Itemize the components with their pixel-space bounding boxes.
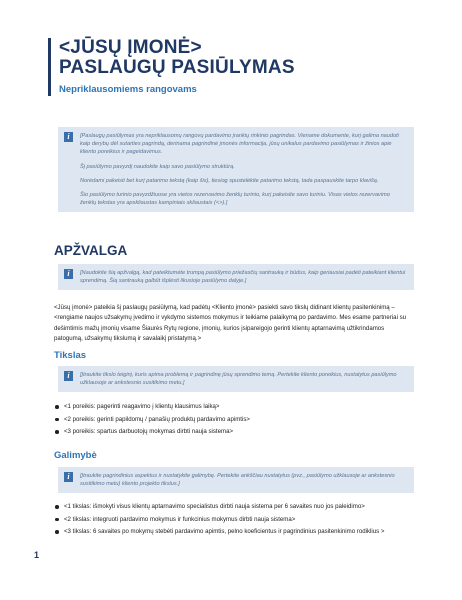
proposal-title: PASLAUGŲ PASIŪLYMAS — [59, 57, 295, 78]
info-icon: i — [64, 132, 73, 142]
info-icon: i — [64, 269, 73, 279]
list-item-text: <2 tikslas: integruoti pardavimo mokymus ir funkcinius mokymus dirbti nauja sistema> — [64, 515, 296, 523]
list-item — [54, 515, 414, 526]
bullet-icon — [55, 530, 59, 534]
opportunity-heading: Galimybė — [54, 450, 97, 461]
list-item-text: <2 poreikis: gerinti papildomų / panašių produktų pardavimo apimtis> — [64, 415, 250, 423]
list-item-text: <3 tikslas: 6 savaites po mokymų stebėti pardavimo apimtis, pelno koeficientus ir pagrindinius pasitenkinimo rodiklius > — [64, 528, 385, 535]
overview-tip-box — [58, 264, 414, 290]
goals-heading: Tikslas — [54, 350, 87, 361]
intro-tip-box — [58, 127, 414, 212]
document-subtitle: Nepriklausomiems rangovams — [59, 84, 197, 95]
overview-heading: APŽVALGA — [54, 243, 128, 258]
tip-paragraph: [Įtraukite pagrindinius aspektus ir nustatykite galimybę. Pertekite ankščiau nustatytus (pvz., pasiūlymo užklausoje ar ankstesnio susitikimo metu) kliento projekto tikslus.] — [80, 473, 395, 488]
list-item — [54, 402, 414, 413]
list-item — [54, 527, 414, 538]
info-icon: i — [64, 472, 73, 482]
list-item-text: <1 tikslas: išmokyti visus klientų aptarnavimo specialistus dirbti nauja sistema per 6 savaites nuo jos paleidimo> — [64, 503, 365, 510]
opportunity-tip-box — [58, 467, 414, 493]
goals-list — [54, 402, 414, 440]
bullet-icon — [55, 418, 59, 422]
bullet-icon — [55, 405, 59, 409]
info-icon: i — [64, 371, 73, 381]
title-block — [48, 38, 295, 96]
list-item-text: <3 poreikis: spartus darbuotojų mokymas dirbti nauja sistema> — [64, 428, 234, 435]
tip-paragraph: [Įtraukite tikslo teiginį, kuris apima problemą ir pagrindinę jūsų sprendimo temą. Pertekite kliento poreikius, nustatytus pasiūlymo užklausoje ar ankstesnio susitikimo metu.] — [80, 372, 397, 387]
opportunity-list — [54, 502, 414, 540]
bullet-icon — [55, 430, 59, 434]
page-number: 1 — [34, 550, 40, 560]
tip-paragraph: Norėdami pakeisti bet kurį patarimo tekstą (kaip šis), tiesiog spustelėkite patarimo tekstą, tada paspauskite tarpo klavišą. — [80, 177, 379, 184]
tip-paragraph: Šio pasiūlymo turinio pavyzdžiuose yra vietos rezervavimo ženklų turinio, kurį pakeisite savo turiniu. Visas vietos rezervavimo ženklų tekstas yra apskliaustas kampiniais skliaustais (<>).] — [80, 192, 390, 207]
goals-tip-box — [58, 366, 414, 392]
list-item — [54, 427, 414, 438]
company-title: <JŪSŲ ĮMONĖ> — [59, 37, 202, 58]
bullet-icon — [55, 505, 59, 509]
bullet-icon — [55, 518, 59, 522]
tip-paragraph: [Paslaugų pasiūlymas yra nepriklausomų rangovų pardavimo įrankių rinkinio pagrindas. Viename dokumente, kurį galima naudoti kaip derybų dėl sutarties pagrindą, derinama pagrindinė įmonės informacija, jūsų unikalus pardavimo pasiūlymas ir žinios apie kliento poreikius ir pageidavimus. — [80, 133, 399, 156]
list-item-text: <1 poreikis: pagerinti reagavimo į klientų klausimus laiką> — [64, 403, 220, 410]
overview-body: <Jūsų įmonė> pateikia šį paslaugų pasiūlymą, kad padėtų <Kliento įmonė> pasiekti savo tikslų didinant klientų pasitenkinimą – <rengiame naujos užsakymų įvedimo ir vykdymo sistemos mokymus ir teikiame palaikymą po pardavimo. Mes esame partneriai su dešimtimis mažų įmonių visame Šiaurės Rytų regione, įmonių, kurios įsipareigojo gerinti klientų aptarnavimą užtikrindamos patogumą, užsakymų tikslumą ir savalaikį pristatymą.> — [54, 304, 407, 342]
tip-paragraph: [Naudokite šią apžvalgą, kad pateiktumėte trumpą pasiūlymo priežasčių santrauką ir būdus, kaip geriausiai padėti pateikiant klientui sprendimą. Šią santrauką galbūt išplėsti likusioje pasiūlymo dalyje.] — [80, 270, 406, 285]
list-item — [54, 502, 414, 513]
list-item — [54, 415, 414, 426]
tip-paragraph: Šį pasiūlymo pavyzdį naudokite kaip savo pasiūlymo struktūrą. — [80, 163, 235, 170]
